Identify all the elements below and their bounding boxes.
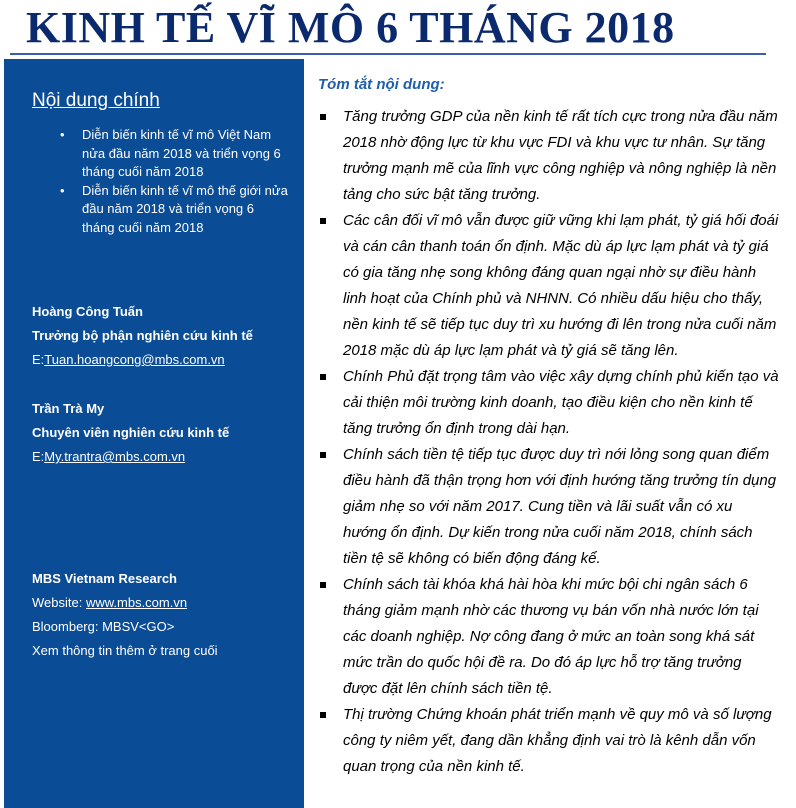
author-name: Trần Trà My <box>32 401 105 416</box>
summary-heading: Tóm tắt nội dung: <box>318 76 445 93</box>
author-email-row <box>32 352 225 367</box>
summary-item-text: Thị trường Chứng khoán phát triển mạnh về quy mô và số lượng công ty niêm yết, đang dần khẳng định vai trò là kênh dẫn vốn quan trọng của nền kinh tế. <box>343 706 772 775</box>
summary-item-text: Chính sách tài khóa khá hài hòa khi mức bội chi ngân sách 6 tháng giảm mạnh nhờ các thương vụ bán vốn nhà nước lớn tại các doanh nghiệp. Nợ công đang ở mức an toàn song khá sát mức trần do quốc hội đề ra. Do đó áp lực hỗ trợ tăng trưởng được đặt lên chính sách tiền tệ. <box>343 576 759 697</box>
sidebar-heading: Nội dung chính <box>32 90 160 111</box>
square-bullet-icon <box>320 712 326 718</box>
summary-item <box>318 702 780 780</box>
square-bullet-icon <box>320 452 326 458</box>
more-info-note: Xem thông tin thêm ở trang cuối <box>32 643 218 658</box>
report-title: KINH TẾ VĨ MÔ 6 THÁNG 2018 <box>26 3 675 52</box>
summary-item <box>318 104 780 208</box>
main-content-list <box>60 126 290 237</box>
summary-item-text: Các cân đối vĩ mô vẫn được giữ vững khi lạm phát, tỷ giá hối đoái và cán cân thanh toán ổn định. Mặc dù áp lực lạm phát và tỷ giá có gia tăng nhẹ song không đáng quan ngại nhờ sự điều hành linh hoạt của Chính phủ và NHNN. Có nhiều dấu hiệu cho thấy, nền kinh tế sẽ tiếp tục duy trì xu hướng đi lên trong nửa cuối năm 2018 mặc dù áp lực lạm phát và tỷ giá sẽ tăng lên. <box>343 212 779 359</box>
summary-list <box>318 104 780 780</box>
summary-item <box>318 572 780 702</box>
research-name: MBS Vietnam Research <box>32 571 177 586</box>
author-email-link[interactable]: My.trantra@mbs.com.vn <box>44 449 186 464</box>
website-row <box>32 595 187 610</box>
main-content-item: • Diễn biến kinh tế vĩ mô Việt Nam nửa đầu năm 2018 và triển vọng 6 tháng cuối năm 2018 <box>60 126 290 182</box>
summary-item-text: Tăng trưởng GDP của nền kinh tế rất tích cực trong nửa đầu năm 2018 nhờ động lực từ khu vực FDI và khu vực tư nhân. Sự tăng trưởng mạnh mẽ của lĩnh vực công nghiệp và nông nghiệp là nền tảng cho sức bật tăng trưởng. <box>343 108 778 203</box>
sidebar <box>4 59 304 808</box>
website-label: Website: <box>32 595 86 610</box>
author-email-row <box>32 449 185 464</box>
email-prefix: E: <box>32 352 45 367</box>
square-bullet-icon <box>320 218 326 224</box>
title-divider <box>10 53 766 55</box>
author-role: Trưởng bộ phận nghiên cứu kinh tế <box>32 328 253 343</box>
author-email-link[interactable]: Tuan.hoangcong@mbs.com.vn <box>44 352 225 367</box>
email-prefix: E: <box>32 449 45 464</box>
bloomberg-code: Bloomberg: MBSV<GO> <box>32 619 175 634</box>
summary-section <box>318 76 780 780</box>
website-link[interactable]: www.mbs.com.vn <box>85 595 188 610</box>
summary-item <box>318 208 780 364</box>
summary-item-text: Chính sách tiền tệ tiếp tục được duy trì nới lỏng song quan điểm điều hành đã thận trọng hơn với định hướng tăng trưởng tín dụng giảm nhẹ so với năm 2017. Cung tiền và lãi suất vẫn có xu hướng ổn định. Dự kiến trong nửa cuối năm 2018, chính sách tiền tệ sẽ không có biến động đáng kể. <box>343 446 777 567</box>
main-content-item: • Diễn biến kinh tế vĩ mô thế giới nửa đầu năm 2018 và triển vọng 6 tháng cuối năm 2018 <box>60 182 290 238</box>
author-name: Hoàng Công Tuấn <box>32 304 143 319</box>
summary-item-text: Chính Phủ đặt trọng tâm vào việc xây dựng chính phủ kiến tạo và cải thiện môi trường kinh doanh, tạo điều kiện cho nền kinh tế tăng trưởng ổn định trong dài hạn. <box>343 368 779 437</box>
author-role: Chuyên viên nghiên cứu kinh tế <box>32 425 230 440</box>
summary-item <box>318 442 780 572</box>
square-bullet-icon <box>320 582 326 588</box>
summary-item <box>318 364 780 442</box>
square-bullet-icon <box>320 374 326 380</box>
square-bullet-icon <box>320 114 326 120</box>
